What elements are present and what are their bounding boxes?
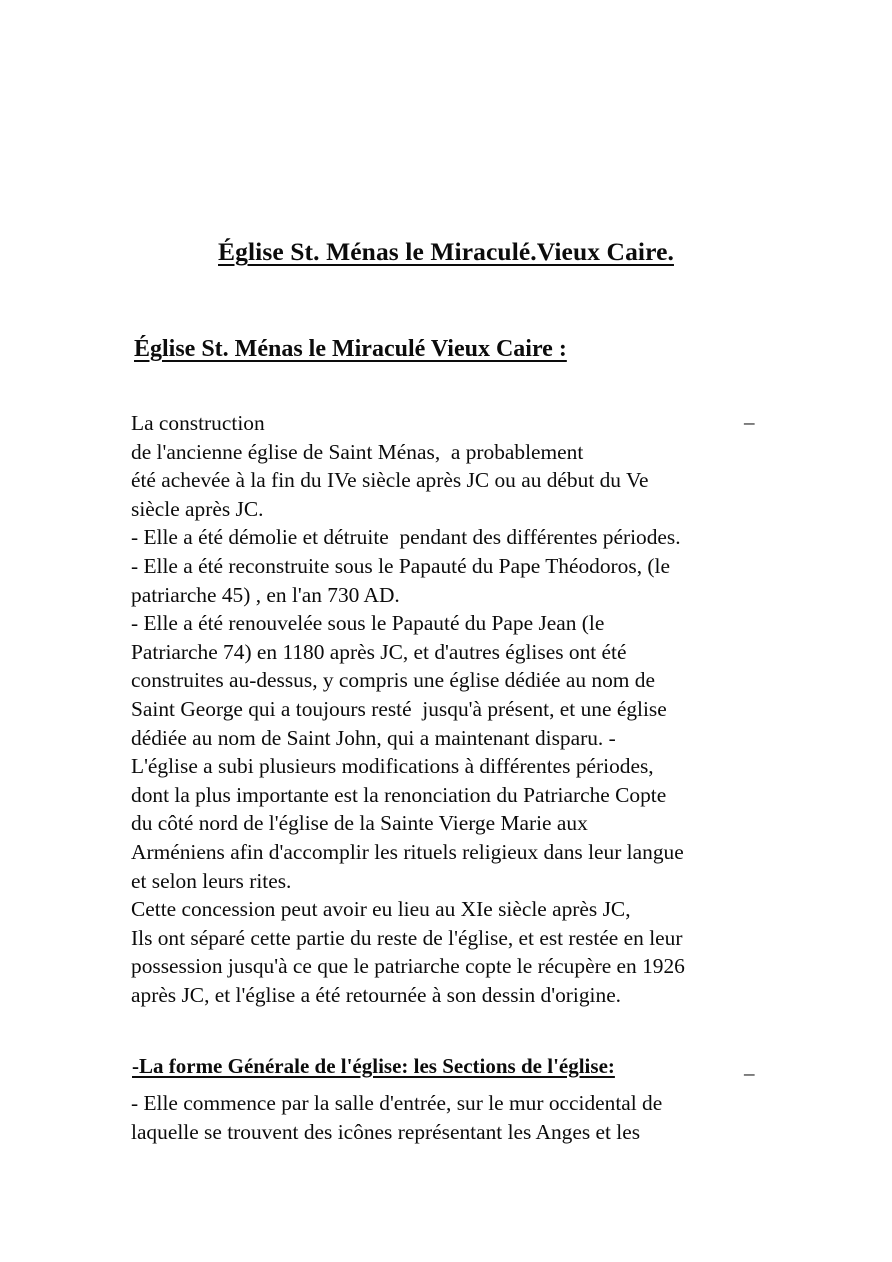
body-line: Cette concession peut avoir eu lieu au XIe siècle après JC, bbox=[131, 897, 631, 922]
margin-dash-mark-second: – bbox=[744, 1061, 755, 1085]
body-line: - Elle a été démolie et détruite pendant des différentes périodes. bbox=[131, 525, 681, 550]
section-heading bbox=[132, 1054, 615, 1079]
body-line: Saint George qui a toujours resté jusqu'à présent, et une église bbox=[131, 696, 667, 721]
body-line: - Elle a été reconstruite sous le Papauté du Pape Théodoros, (le bbox=[131, 553, 670, 578]
body-line: - Elle a été renouvelée sous le Papauté du Pape Jean (le bbox=[131, 611, 605, 636]
document-subtitle bbox=[134, 335, 567, 364]
body-line: siècle après JC. bbox=[131, 496, 264, 521]
document-subtitle-text: Église St. Ménas le Miraculé Vieux Caire : bbox=[134, 335, 567, 362]
body-line: dédiée au nom de Saint John, qui a maintenant disparu. - bbox=[131, 725, 616, 750]
section-heading-text: -La forme Générale de l'église: les Sections de l'église: bbox=[132, 1054, 615, 1078]
body-line: - Elle commence par la salle d'entrée, sur le mur occidental de bbox=[131, 1091, 663, 1115]
body-line: Arméniens afin d'accomplir les rituels religieux dans leur langue bbox=[131, 839, 684, 864]
body-line: dont la plus importante est la renonciation du Patriarche Copte bbox=[131, 782, 667, 807]
body-paragraph bbox=[131, 409, 781, 1009]
body-line: La construction bbox=[131, 411, 265, 435]
body-line: de l'ancienne église de Saint Ménas, a probablement bbox=[131, 439, 584, 464]
body-line: et selon leurs rites. bbox=[131, 868, 292, 893]
margin-dash-mark-first: – bbox=[744, 410, 755, 434]
body-line: été achevée à la fin du IVe siècle après JC ou au début du Ve bbox=[131, 468, 649, 493]
body-line: du côté nord de l'église de la Sainte Vierge Marie aux bbox=[131, 811, 588, 836]
page-title-text: Église St. Ménas le Miraculé.Vieux Caire. bbox=[218, 237, 674, 267]
body-line: Ils ont séparé cette partie du reste de l'église, et est restée en leur bbox=[131, 925, 683, 950]
page-title bbox=[0, 237, 892, 268]
tail-paragraph bbox=[131, 1089, 791, 1146]
body-line: L'église a subi plusieurs modifications à différentes périodes, bbox=[131, 754, 654, 779]
body-line: laquelle se trouvent des icônes représentant les Anges et les bbox=[131, 1119, 641, 1144]
body-line: possession jusqu'à ce que le patriarche copte le récupère en 1926 bbox=[131, 954, 685, 979]
body-line: patriarche 45) , en l'an 730 AD. bbox=[131, 582, 400, 607]
body-line: après JC, et l'église a été retournée à son dessin d'origine. bbox=[131, 982, 622, 1007]
body-line: Patriarche 74) en 1180 après JC, et d'autres églises ont été bbox=[131, 639, 627, 664]
body-line: construites au-dessus, y compris une église dédiée au nom de bbox=[131, 668, 655, 693]
